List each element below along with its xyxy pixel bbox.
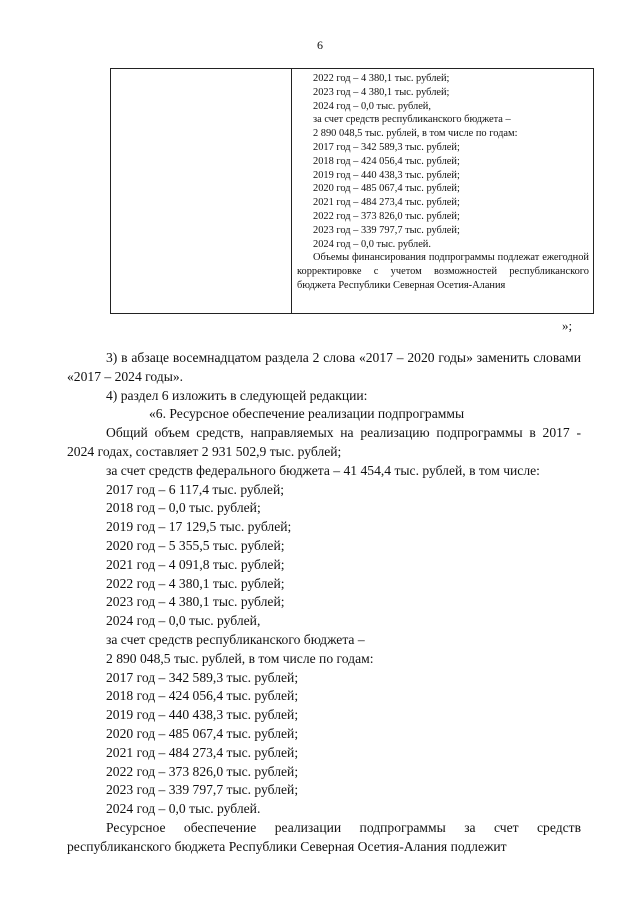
federal-year-line: 2023 год – 4 380,1 тыс. рублей;: [106, 594, 285, 610]
financing-table: [110, 68, 594, 314]
table-line: 2024 год – 0,0 тыс. рублей,: [313, 100, 431, 112]
republic-year-line: 2017 год – 342 589,3 тыс. рублей;: [106, 669, 299, 685]
federal-year-line: 2018 год – 0,0 тыс. рублей;: [106, 500, 261, 516]
table-left-cell: [111, 69, 292, 313]
table-line: 2019 год – 440 438,3 тыс. рублей;: [313, 169, 460, 181]
table-line: 2021 год – 484 273,4 тыс. рублей;: [313, 197, 460, 209]
republic-line: 2 890 048,5 тыс. рублей, в том числе по годам:: [106, 650, 374, 666]
table-line: 2017 год – 342 589,3 тыс. рублей;: [313, 141, 460, 153]
paragraph-item-3: 3) в абзаце восемнадцатом раздела 2 слова «2017 – 2020 годы» заменить словами «2017 – 2024 годы».: [67, 350, 581, 384]
federal-year-line: 2020 год – 5 355,5 тыс. рублей;: [106, 537, 285, 553]
republic-year-line: 2019 год – 440 438,3 тыс. рублей;: [106, 707, 299, 723]
table-line: 2 890 048,5 тыс. рублей, в том числе по годам:: [313, 128, 518, 140]
table-line: 2018 год – 424 056,4 тыс. рублей;: [313, 155, 460, 167]
federal-year-line: 2024 год – 0,0 тыс. рублей,: [106, 613, 261, 629]
table-line: 2020 год – 485 067,4 тыс. рублей;: [313, 183, 460, 195]
table-line: 2022 год – 373 826,0 тыс. рублей;: [313, 210, 460, 222]
federal-year-line: 2017 год – 6 117,4 тыс. рублей;: [106, 481, 284, 497]
republic-year-line: 2020 год – 485 067,4 тыс. рублей;: [106, 725, 299, 741]
paragraph-federal: за счет средств федерального бюджета – 41 454,4 тыс. рублей, в том числе:: [106, 462, 540, 478]
section-heading: «6. Ресурсное обеспечение реализации подпрограммы: [149, 406, 465, 422]
paragraph-item-4: 4) раздел 6 изложить в следующей редакции:: [106, 387, 368, 403]
document-body: [67, 349, 581, 857]
federal-year-line: 2022 год – 4 380,1 тыс. рублей;: [106, 575, 285, 591]
republic-line: за счет средств республиканского бюджета –: [106, 631, 365, 647]
federal-year-line: 2021 год – 4 091,8 тыс. рублей;: [106, 556, 285, 572]
closing-quote: »;: [562, 318, 573, 333]
paragraph-total: Общий объем средств, направляемых на реализацию подпрограммы в 2017 - 2024 годах, составляет 2 931 502,9 тыс. рублей;: [67, 425, 581, 459]
republic-year-line: 2022 год – 373 826,0 тыс. рублей;: [106, 763, 299, 779]
republic-year-line: 2024 год – 0,0 тыс. рублей.: [106, 801, 261, 817]
page-number: 6: [317, 38, 323, 52]
table-line: за счет средств республиканского бюджета –: [313, 114, 511, 126]
table-line: 2023 год – 339 797,7 тыс. рублей;: [313, 224, 460, 236]
table-line: 2023 год – 4 380,1 тыс. рублей;: [313, 86, 450, 98]
paragraph-final: Ресурсное обеспечение реализации подпрограммы за счет средств республиканского бюджета Республики Северная Осетия-Алания подлежит: [67, 819, 581, 854]
table-right-cell: [292, 69, 593, 313]
federal-year-line: 2019 год – 17 129,5 тыс. рублей;: [106, 519, 292, 535]
table-line: 2024 год – 0,0 тыс. рублей.: [313, 238, 431, 250]
table-line: 2022 год – 4 380,1 тыс. рублей;: [313, 73, 450, 84]
republic-year-line: 2021 год – 484 273,4 тыс. рублей;: [106, 744, 299, 760]
table-note: Объемы финансирования подпрограммы подлежат ежегодной корректировке с учетом возможностей республиканского бюджета Республики Северная Осетия-Алания: [297, 252, 589, 291]
republic-year-line: 2023 год – 339 797,7 тыс. рублей;: [106, 782, 299, 798]
republic-year-line: 2018 год – 424 056,4 тыс. рублей;: [106, 688, 299, 704]
